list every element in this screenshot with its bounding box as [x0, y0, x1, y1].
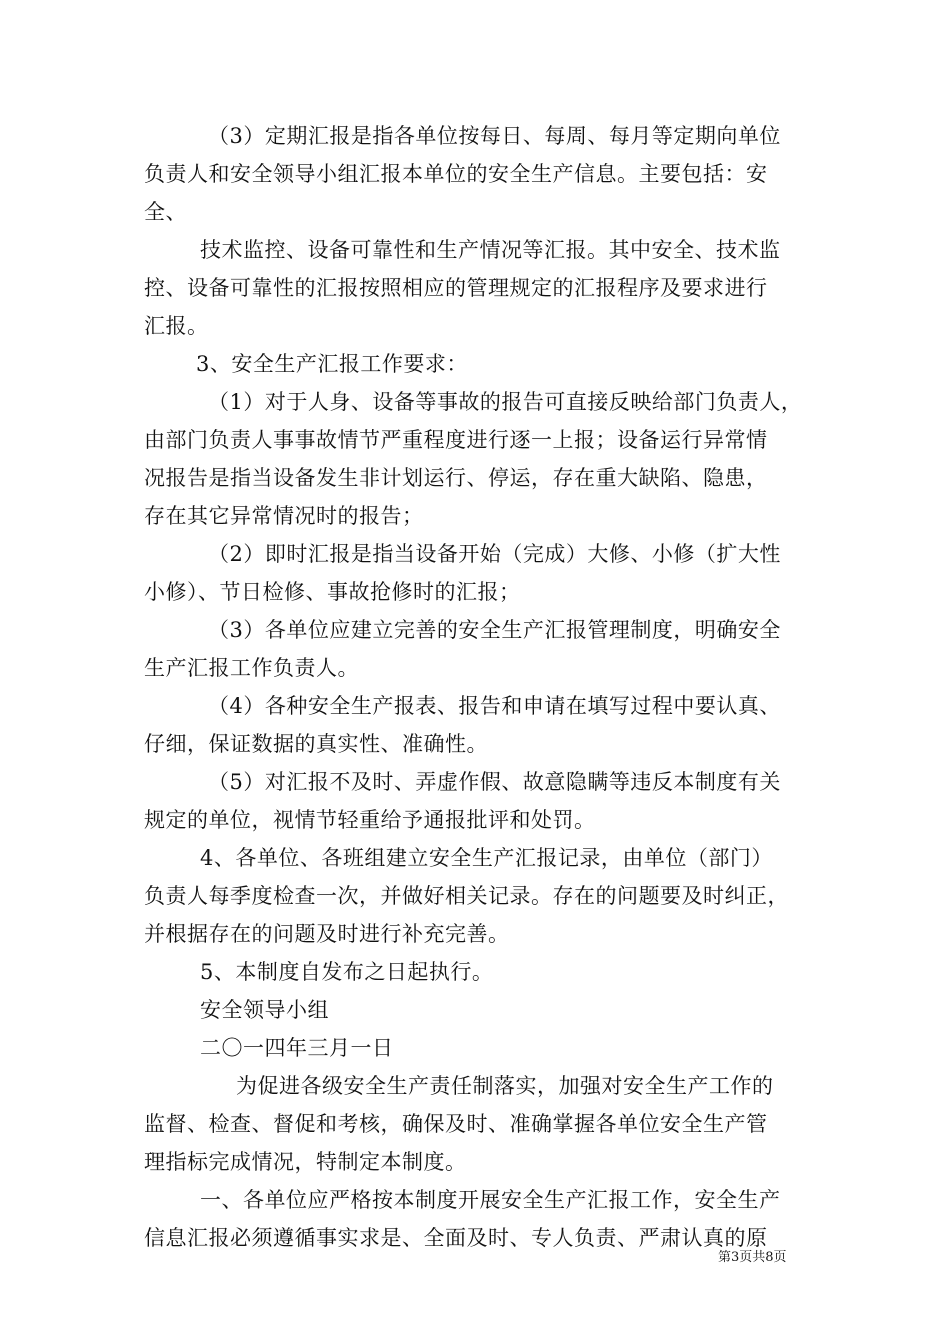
text-line: 由部门负责人事事故情节严重程度进行逐一上报；设备运行异常情: [144, 428, 768, 452]
text-line: （3）各单位应建立完善的安全生产汇报管理制度，明确安全: [208, 618, 781, 642]
text-line: （1）对于人身、设备等事故的报告可直接反映给部门负责人，: [208, 390, 803, 414]
text-line: 技术监控、设备可靠性和生产情况等汇报。其中安全、技术监: [200, 238, 781, 262]
text-line: 汇报。: [144, 314, 209, 338]
text-line: 仔细，保证数据的真实性、准确性。: [144, 732, 488, 756]
text-line: （2）即时汇报是指当设备开始（完成）大修、小修（扩大性: [208, 542, 781, 566]
text-line: （4）各种安全生产报表、报告和申请在填写过程中要认真、: [208, 694, 781, 718]
text-line: 生产汇报工作负责人。: [144, 656, 359, 680]
text-line: （3）定期汇报是指各单位按每日、每周、每月等定期向单位: [208, 124, 781, 148]
text-line: 信息汇报必须遵循事实求是、全面及时、专人负责、严肃认真的原: [144, 1226, 768, 1250]
text-line: 为促进各级安全生产责任制落实，加强对安全生产工作的: [236, 1074, 774, 1098]
signature-unit: 安全领导小组: [200, 998, 329, 1022]
text-line: 控、设备可靠性的汇报按照相应的管理规定的汇报程序及要求进行: [144, 276, 768, 300]
text-line: 况报告是指当设备发生非计划运行、停运，存在重大缺陷、隐患，: [144, 466, 768, 490]
text-line: 4、各单位、各班组建立安全生产汇报记录，由单位（部门）: [200, 846, 773, 870]
text-line: 全、: [144, 200, 187, 224]
text-line: 负责人每季度检查一次，并做好相关记录。存在的问题要及时纠正，: [144, 884, 789, 908]
text-line: （5）对汇报不及时、弄虚作假、故意隐瞒等违反本制度有关: [208, 770, 781, 794]
text-line: 5、本制度自发布之日起执行。: [200, 960, 494, 984]
text-line: 规定的单位，视情节轻重给予通报批评和处罚。: [144, 808, 596, 832]
text-line: 一、各单位应严格按本制度开展安全生产汇报工作，安全生产: [200, 1188, 781, 1212]
page-number: 第3页共8页: [718, 1250, 787, 1265]
text-line: 并根据存在的问题及时进行补充完善。: [144, 922, 510, 946]
signature-date: 二〇一四年三月一日: [200, 1036, 394, 1060]
text-line: 存在其它异常情况时的报告；: [144, 504, 424, 528]
text-line: 理指标完成情况，特制定本制度。: [144, 1150, 467, 1174]
text-line: 小修）、节日检修、事故抢修时的汇报；: [144, 580, 521, 604]
text-line: 监督、检查、督促和考核，确保及时、准确掌握各单位安全生产管: [144, 1112, 768, 1136]
text-line: 3、安全生产汇报工作要求：: [196, 352, 468, 376]
text-line: 负责人和安全领导小组汇报本单位的安全生产信息。主要包括：安: [144, 162, 768, 186]
